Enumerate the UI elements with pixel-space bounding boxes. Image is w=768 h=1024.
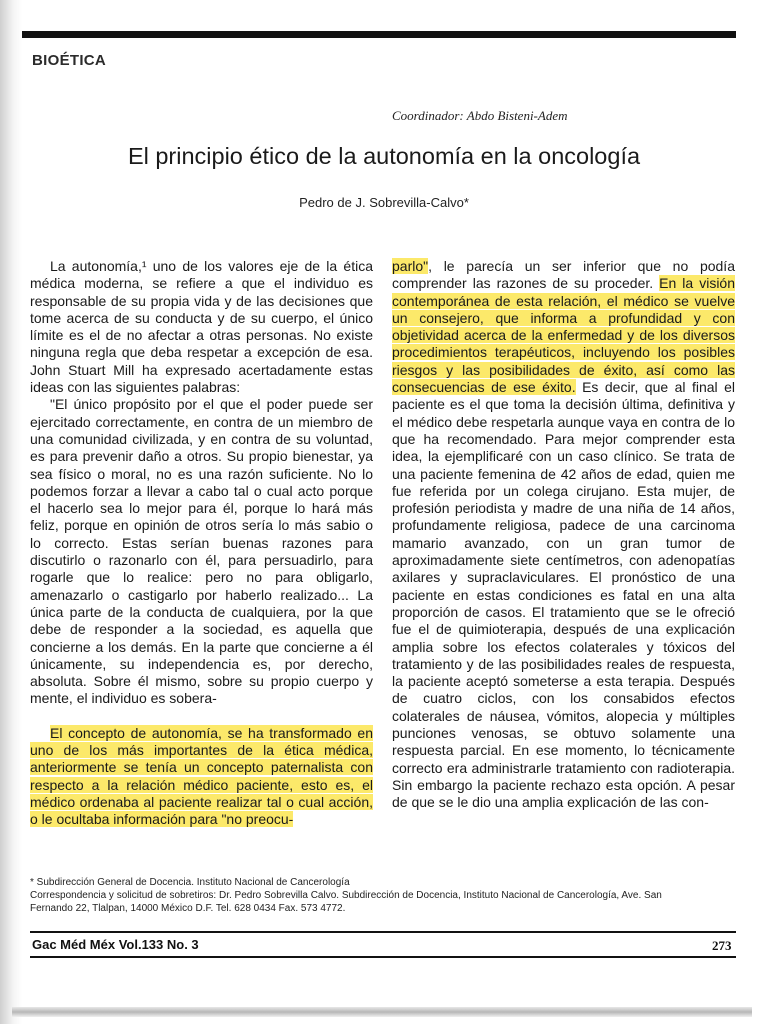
left-column [30,258,373,829]
paragraph-clinical-case [392,258,735,812]
page-number: 273 [712,938,732,953]
body-text: , le parecía un ser inferior que no podía comprender las razones de su proceder. [392,258,735,292]
paragraph-autonomy-intro: La autonomía,¹ uno de los valores eje de la ética médica moderna, se refiere a que el individuo es responsable de su propia vida y de las decisiones que tome acerca de su conducta y de su cuerpo, el único límite es el de no afectar a otras personas. No existe ninguna regla que deba respetar a excepción de esa. John Stuart Mill ha expresado acertadamente estas ideas con las siguientes palabras: [30,258,373,396]
highlighted-text: parlo" [392,258,429,274]
coordinator-credit: Coordinador: Abdo Bisteni-Adem [392,108,568,123]
paragraph-autonomy-concept [30,725,373,829]
scan-bottom-edge [12,1007,752,1017]
body-text: Es decir, que al final el paciente es el que toma la decisión última, definitiva y el médico debe respetarla aunque vaya en contra de lo que ha recomendado. Para mejor comprender esta idea, la ejemplificaré con un caso clínico. Se trata de una paciente femenina de 42 años de edad, quien me fue referida por un colega cirujano. Esta mujer, de profesión periodista y madre de una niña de 14 años, profundamente religiosa, padece de una carcinoma mamario avanzado, con un gran tumor de aproximadamente siete centímetros, con adenopatías axilares y supraclaviculares. El pronóstico de una paciente en estas condiciones es fatal en una alta proporción de casos. El tratamiento que se le ofreció fue el de quimioterapia, después de una explicación amplia sobre los efectos colaterales y tóxicos del tratamiento y de las posibilidades reales de respuesta, la paciente aceptó someterse a esta terapia. Después de cuatro ciclos, con los consabidos efectos colaterales de náusea, vómitos, alopecia y múltiples punciones venosas, se obtuvo solamente una respuesta parcial. En ese momento, lo técnicamente correcto era administrarle tratamiento con radioterapia. Sin embargo la paciente rechazo esta opción. A pesar de que se le dio una amplia explicación de las con- [392,379,735,811]
article-author: Pedro de J. Sobrevilla-Calvo* [299,195,469,210]
footer-rule-top [30,931,736,933]
highlighted-text: En la visión contemporánea de esta relación, el médico se vuelve un consejero, que informa a profundidad y con objetividad acerca de la enfermedad y de los diversos procedimientos terapéuticos, incluyendo los posibles riesgos y las posibilidades de éxito, así como las consecuencias de ese éxito. [392,275,735,396]
paragraph-mill-quote: "El único propósito por el que el poder puede ser ejercitado correctamente, en contra de un miembro de una comunidad civilizada, y en contra de su voluntad, es para prevenir daño a otros. Su propio bienestar, ya sea físico o moral, no es una razón suficiente. No lo podemos forzar a llevar a cabo tal o cual acto porque el hacerlo sea lo mejor para él, porque lo hará más feliz, porque en opinión de otros sería lo más sabio o lo correcto. Estas serían buenas razones para discutirlo o razonarlo con él, para persuadirlo, para rogarle que lo realice: pero no para obligarlo, amenazarlo o castigarlo por haberlo realizado... La única parte de la conducta de cualquiera, por la que debe de responder a la sociedad, es aquella que concierne a los demás. En la parte que concierne a él únicamente, su independencia es, por derecho, absoluta. Sobre él mismo, sobre su propio cuerpo y mente, el individuo es sobera- [30,396,373,707]
footer-rule-bottom [30,956,736,958]
footnote [30,876,742,915]
right-column [392,258,735,812]
highlighted-text: El concepto de autonomía, se ha transformado en uno de los más importantes de la ética médica, anteriormente se tenía un concepto paternalista con respecto a la relación médico paciente, esto es, el médico ordenaba al paciente realizar tal o cual acción, o le ocultaba información para "no preocu- [30,724,373,828]
footnote-address: Fernando 22, Tlalpan, 14000 México D.F. Tel. 628 0434 Fax. 573 4772. [30,903,346,914]
top-rule [22,31,736,38]
article-title: El principio ético de la autonomía en la oncología [127,143,641,169]
journal-citation: Gac Méd Méx Vol.133 No. 3 [32,937,199,952]
section-label: BIOÉTICA [32,52,107,69]
footnote-affiliation: * Subdirección General de Docencia. Instituto Nacional de Cancerología [30,877,350,888]
footnote-correspondence: Correspondencia y solicitud de sobretiros: Dr. Pedro Sobrevilla Calvo. Subdirección de Docencia, Instituto Nacional de Cancerología, Ave. San [30,890,662,901]
